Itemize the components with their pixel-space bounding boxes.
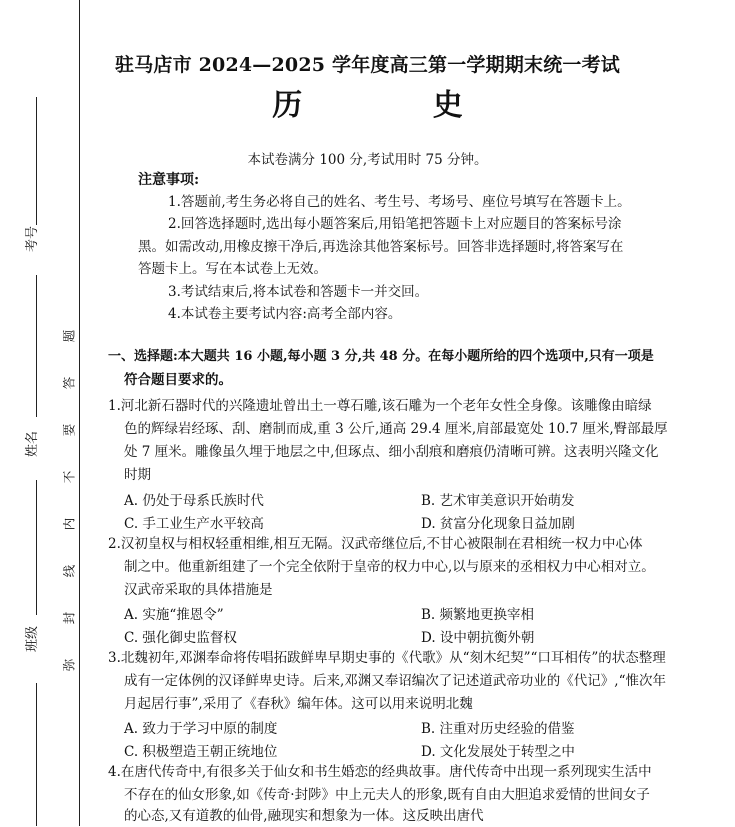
question-1-line: 处 7 厘米。雕像虽久埋于地层之中,但琢点、细小刮痕和磨痕仍清晰可辨。这表明兴隆文化 [124,444,659,460]
question-1-option-c: C. 手工业生产水平较高 [124,516,264,532]
question-3-line: 3.北魏初年,邓渊奉命将传唱拓跋鲜卑早期史事的《代歌》从“刻木纪契”“口耳相传”的状态整理 [108,650,666,666]
seal-char: 答 [60,376,76,390]
question-2-option-b: B. 频繁地更换宰相 [421,607,535,623]
question-4-line: 的心态,又有道教的仙骨,融现实和想象为一体。这反映出唐代 [124,808,484,824]
name-label: 姓名 [25,430,41,458]
question-1-option-b: B. 艺术审美意识开始萌发 [421,493,575,509]
question-3-option-b: B. 注重对历史经验的借鉴 [421,721,575,737]
note-line: 黑。如需改动,用橡皮擦干净后,再选涂其他答案标号。回答非选择题时,将答案写在 [138,239,624,255]
seal-char: 弥 [60,658,76,672]
seal-char: 封 [60,611,76,625]
note-line: 2.回答选择题时,选出每小题答案后,用铅笔把答题卡上对应题目的答案标号涂 [168,216,622,232]
note-line: 答题卡上。写在本试卷上无效。 [138,261,327,277]
note-line: 3.考试结束后,将本试卷和答题卡一并交回。 [168,284,429,300]
question-2-option-c: C. 强化御史监督权 [124,630,237,646]
question-2-line: 汉武帝采取的具体措施是 [124,582,273,598]
seal-char: 内 [60,517,76,531]
seal-char: 不 [60,470,76,484]
seal-char: 线 [60,564,76,578]
notes-heading: 注意事项: [138,172,200,188]
name-rule [36,275,37,417]
question-1-line: 时期 [124,467,151,483]
question-1-option-a: A. 仍处于母系氏族时代 [124,493,264,509]
question-2-line: 2.汉初皇权与相权轻重相维,相互无隔。汉武帝继位后,不甘心被限制在君相统一权力中心体 [108,536,643,552]
question-3-line: 月起居行事”,采用了《春秋》编年体。这可以用来说明北魏 [124,696,473,712]
bottom-rule [36,683,37,826]
section-heading: 一、选择题:本大题共 16 小题,每小题 3 分,共 48 分。在每小题所给的四个选项中,只有一项是 [108,349,654,364]
exam-no-label: 考号 [25,225,41,253]
question-2-option-d: D. 设中朝抗衡外朝 [421,630,535,646]
note-line: 4.本试卷主要考试内容:高考全部内容。 [168,306,402,322]
question-3-option-d: D. 文化发展处于转型之中 [421,744,575,760]
exam-info: 本试卷满分 100 分,考试用时 75 分钟。 [247,152,488,168]
question-3-option-c: C. 积极塑造王朝正统地位 [124,744,278,760]
question-4-line: 4.在唐代传奇中,有很多关于仙女和书生婚恋的经典故事。唐代传奇中出现一系列现实生活中 [108,764,652,780]
question-1-line: 色的辉绿岩经琢、刮、磨制而成,重 3 公斤,通高 29.4 厘米,肩部最宽处 10.7 厘米,臀部最厚 [124,421,668,437]
class-label: 班级 [25,625,41,653]
seal-char: 要 [60,423,76,437]
question-2-option-a: A. 实施“推恩令” [124,607,224,623]
class-rule [36,480,37,615]
subject-title: 历 史 [272,88,523,123]
question-3-line: 成有一定体例的汉译鲜卑史诗。后来,邓渊又奉诏编次了记述道武帝功业的《代记》,“惟次年 [124,673,666,689]
note-line: 1.答题前,考生务必将自己的姓名、考生号、考场号、座位号填写在答题卡上。 [168,194,631,210]
question-2-line: 制之中。他重新组建了一个完全依附于皇帝的权力中心,以与原来的丞相权力中心相对立。 [124,559,655,575]
exam-title: 驻马店市 2024—2025 学年度高三第一学期期末统一考试 [115,54,620,76]
question-3-option-a: A. 致力于学习中原的制度 [124,721,278,737]
seal-char: 题 [60,329,76,343]
question-4-line: 不存在的仙女形象,如《传奇·封陟》中上元夫人的形象,既有自由大胆追求爱情的世间女子 [124,787,650,803]
section-heading-cont: 符合题目要求的。 [124,372,232,388]
question-1-line: 1.河北新石器时代的兴隆遗址曾出土一尊石雕,该石雕为一个老年女性全身像。该雕像由暗绿 [108,398,652,414]
question-1-option-d: D. 贫富分化现象日益加剧 [421,516,575,532]
